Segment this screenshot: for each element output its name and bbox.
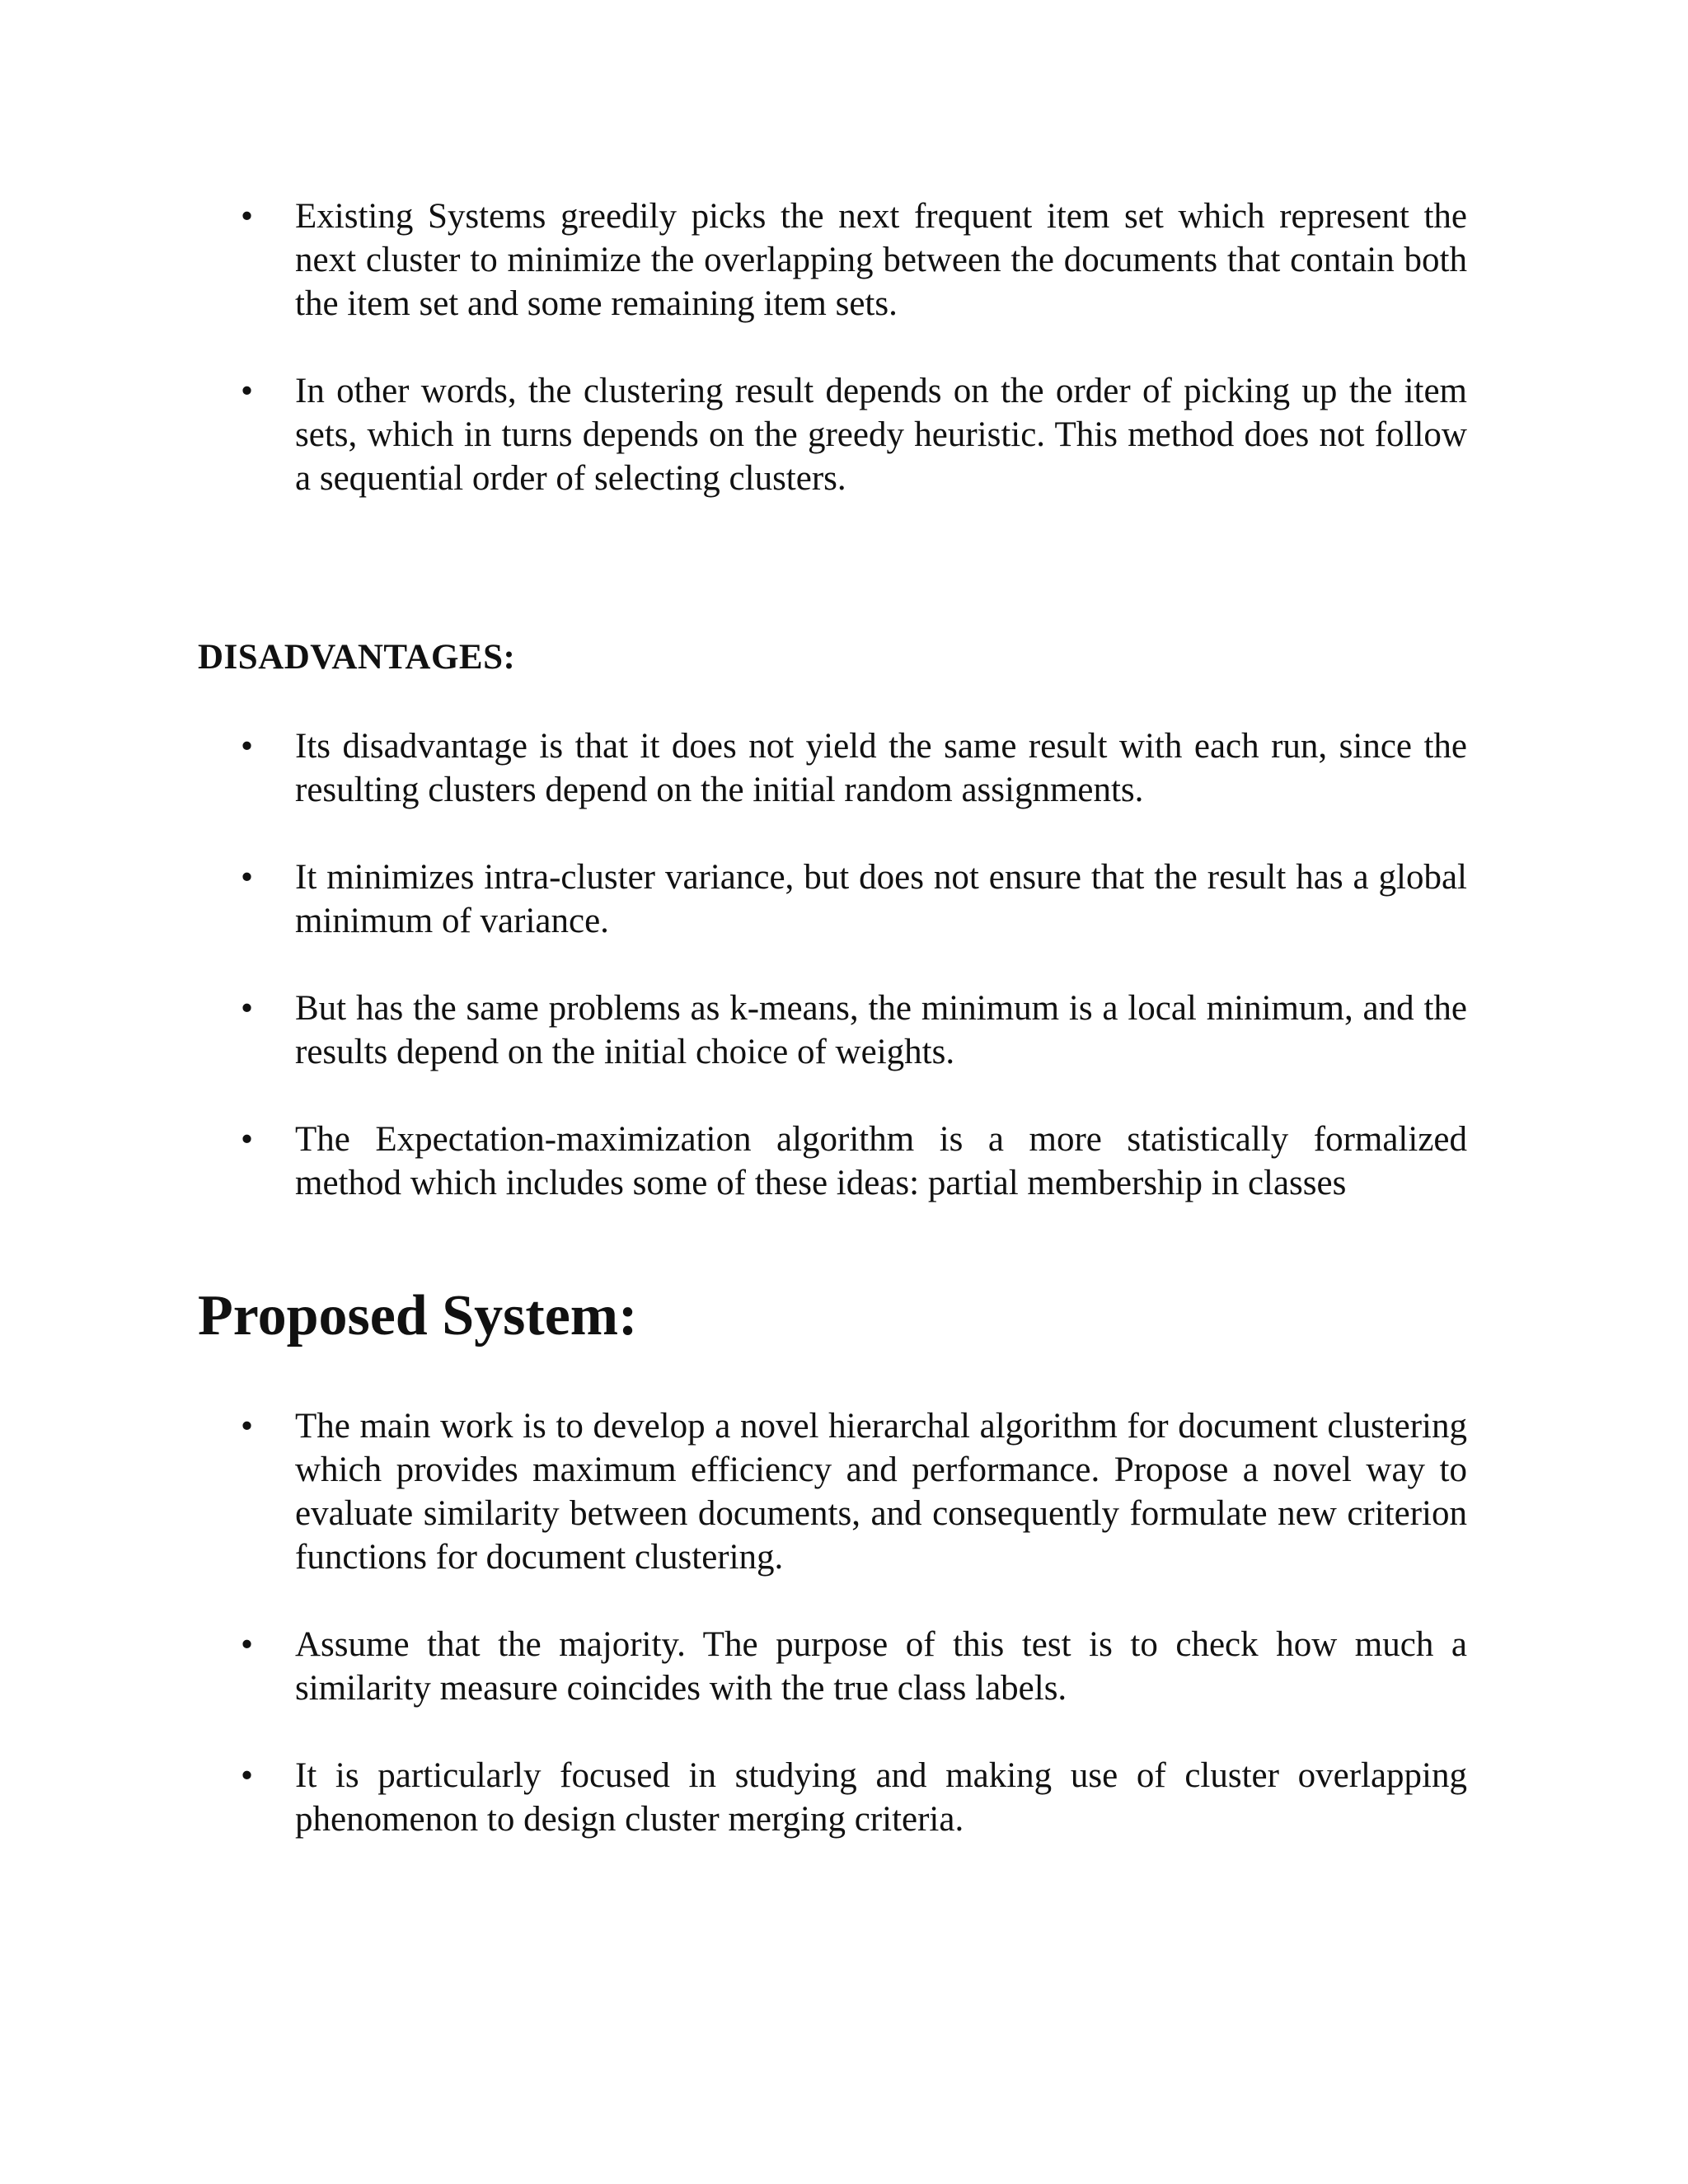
list-item [198, 1754, 1467, 1841]
list-item-text: In other words, the clustering result depends on the order of picking up the item sets, which in turns depends on the greedy heuristic. This method does not follow a sequential order of selecting clusters. [295, 372, 1467, 498]
list-item-text: It minimizes intra-cluster variance, but does not ensure that the result has a global minimum of variance. [295, 858, 1467, 940]
bullet-icon: • [241, 989, 254, 1028]
list-item-text: The main work is to develop a novel hierarchal algorithm for document clustering which provides maximum efficiency and performance. Propose a novel way to evaluate similarity between documents, and consequently formulate new criterion functions for document clustering. [295, 1407, 1467, 1577]
bullet-icon: • [241, 1120, 254, 1159]
list-item-text: The Expectation-maximization algorithm is a more statistically formalized method which includes some of these ideas: partial membership in classes [295, 1120, 1467, 1202]
list-item-text: Assume that the majority. The purpose of this test is to check how much a similarity measure coincides with the true class labels. [295, 1625, 1467, 1708]
list-item [198, 369, 1467, 500]
disadvantages-list [198, 724, 1467, 1205]
bullet-icon: • [241, 1756, 254, 1795]
list-item-text: Existing Systems greedily picks the next frequent item set which represent the next cluster to minimize the overlapping between the documents that contain both the item set and some remaining item sets. [295, 197, 1467, 323]
disadvantages-heading: DISADVANTAGES: [198, 638, 516, 677]
bullet-icon: • [241, 858, 254, 897]
bullet-icon: • [241, 197, 254, 236]
bullet-icon: • [241, 1625, 254, 1664]
list-item [198, 724, 1467, 812]
list-item [198, 194, 1467, 326]
bullet-icon: • [241, 1407, 254, 1446]
proposed-system-heading: Proposed System: [198, 1284, 638, 1347]
list-item-text: It is particularly focused in studying and making use of cluster overlapping phenomenon to design cluster merging criteria. [295, 1756, 1467, 1839]
list-item [198, 1623, 1467, 1710]
list-item [198, 1404, 1467, 1579]
existing-system-list [198, 194, 1467, 500]
list-item [198, 855, 1467, 943]
list-item-text: Its disadvantage is that it does not yield the same result with each run, since the resulting clusters depend on the initial random assignments. [295, 727, 1467, 809]
proposed-system-list [198, 1404, 1467, 1841]
bullet-icon: • [241, 372, 254, 410]
list-item [198, 1118, 1467, 1205]
list-item-text: But has the same problems as k-means, the minimum is a local minimum, and the results depend on the initial choice of weights. [295, 989, 1467, 1071]
list-item [198, 987, 1467, 1074]
bullet-icon: • [241, 727, 254, 766]
document-page [198, 194, 1467, 1841]
